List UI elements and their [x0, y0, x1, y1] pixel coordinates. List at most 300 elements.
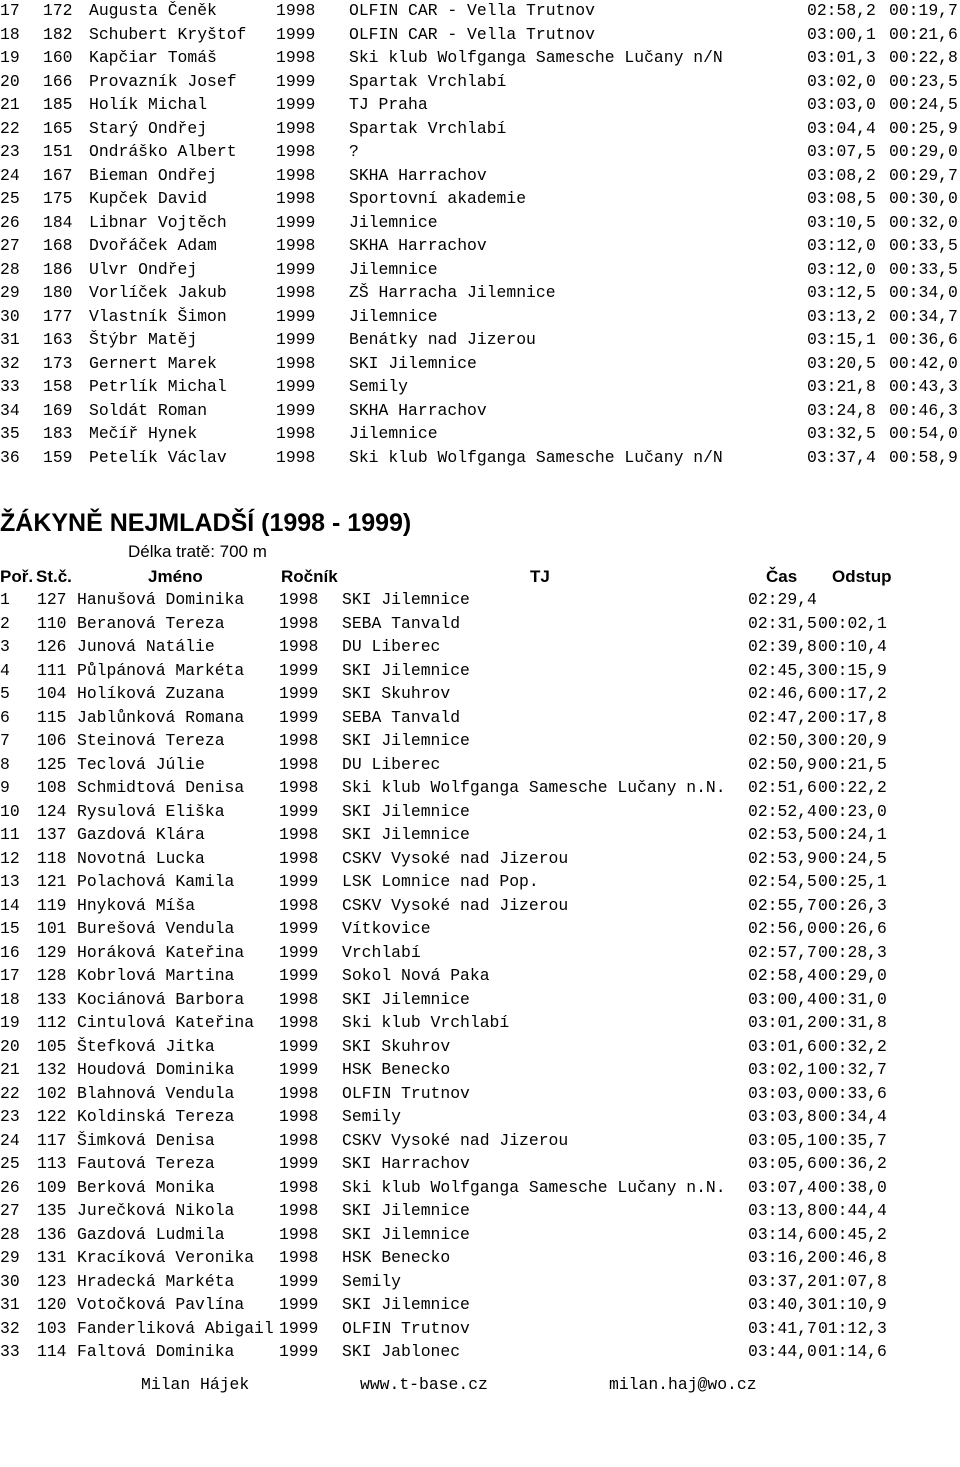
- footer-email[interactable]: milan.haj@wo.cz: [609, 1375, 757, 1394]
- cell-time: 03:00,1: [807, 24, 876, 44]
- cell-gap: 00:44,4: [818, 1201, 887, 1220]
- cell-rank: 19: [0, 48, 20, 67]
- cell-name: Bieman Ondřej: [89, 165, 217, 185]
- cell-year: 1998: [279, 1201, 319, 1220]
- cell-rank: 1: [0, 590, 10, 609]
- cell-rank: 13: [0, 872, 20, 891]
- cell-start-number: 173: [43, 353, 73, 373]
- cell-club: SKI Skuhrov: [342, 1036, 451, 1056]
- cell-start-number: 151: [43, 142, 73, 161]
- cell-gap: 00:28,3: [818, 942, 887, 962]
- table-row: [0, 1105, 960, 1129]
- cell-gap: 00:34,7: [889, 306, 958, 326]
- cell-year: 1999: [279, 1271, 319, 1291]
- cell-gap: 00:19,7: [889, 1, 958, 20]
- cell-year: 1999: [279, 1318, 319, 1338]
- cell-year: 1999: [276, 212, 316, 232]
- cell-club: CSKV Vysoké nad Jizerou: [342, 895, 569, 915]
- table-row: [0, 399, 960, 423]
- cell-club: Jilemnice: [349, 259, 438, 279]
- cell-year: 1999: [279, 1060, 319, 1079]
- cell-gap: 00:31,8: [818, 1013, 887, 1032]
- table-row: [0, 23, 960, 47]
- cell-gap: 00:30,0: [889, 189, 958, 208]
- cell-gap: 00:42,0: [889, 353, 958, 373]
- cell-time: 03:00,4: [748, 989, 817, 1009]
- cell-start-number: 182: [43, 24, 73, 44]
- cell-start-number: 124: [37, 801, 67, 821]
- table-row: [0, 1340, 960, 1364]
- cell-gap: 00:34,4: [818, 1107, 887, 1126]
- cell-club: SKI Jilemnice: [342, 1201, 470, 1220]
- cell-year: 1999: [279, 684, 319, 703]
- cell-name: Vlastník Šimon: [89, 306, 227, 326]
- cell-year: 1999: [279, 660, 319, 680]
- cell-name: Gazdová Ludmila: [77, 1224, 225, 1244]
- cell-year: 1999: [276, 95, 316, 114]
- cell-name: Štefková Jitka: [77, 1036, 215, 1056]
- cell-time: 03:01,3: [807, 48, 876, 67]
- cell-name: Burešová Vendula: [77, 919, 235, 938]
- cell-club: SKI Skuhrov: [342, 684, 451, 703]
- cell-start-number: 127: [37, 590, 67, 609]
- cell-club: SKHA Harrachov: [349, 400, 487, 420]
- cell-gap: 01:10,9: [818, 1295, 887, 1314]
- cell-rank: 23: [0, 142, 20, 161]
- cell-club: OLFIN CAR - Vella Trutnov: [349, 1, 595, 20]
- cell-year: 1999: [279, 966, 319, 985]
- cell-name: Libnar Vojtěch: [89, 212, 227, 232]
- cell-start-number: 131: [37, 1248, 67, 1267]
- cell-rank: 29: [0, 283, 20, 302]
- cell-start-number: 112: [37, 1013, 67, 1032]
- cell-year: 1998: [279, 848, 319, 868]
- cell-time: 03:44,0: [748, 1342, 817, 1361]
- cell-club: Spartak Vrchlabí: [349, 71, 507, 91]
- cell-start-number: 129: [37, 942, 67, 962]
- cell-name: Rysulová Eliška: [77, 801, 225, 821]
- cell-name: Provazník Josef: [89, 71, 237, 91]
- cell-name: Koldinská Tereza: [77, 1107, 235, 1126]
- cell-gap: 00:38,0: [818, 1177, 887, 1197]
- table-row: [0, 1058, 960, 1082]
- cell-time: 03:12,0: [807, 259, 876, 279]
- cell-start-number: 110: [37, 613, 67, 633]
- cell-gap: 00:17,8: [818, 707, 887, 727]
- table-row: [0, 93, 960, 117]
- cell-time: 02:54,5: [748, 872, 817, 891]
- cell-time: 03:08,5: [807, 189, 876, 208]
- cell-time: 03:03,0: [807, 95, 876, 114]
- cell-rank: 33: [0, 377, 20, 396]
- cell-name: Kupček David: [89, 189, 208, 208]
- cell-start-number: 121: [37, 872, 67, 891]
- cell-rank: 23: [0, 1107, 20, 1126]
- cell-time: 03:32,5: [807, 424, 876, 443]
- cell-gap: 00:17,2: [818, 684, 887, 703]
- cell-club: Benátky nad Jizerou: [349, 330, 536, 349]
- cell-time: 03:13,2: [807, 306, 876, 326]
- cell-time: 02:29,4: [748, 590, 817, 609]
- table-row: [0, 706, 960, 730]
- cell-rank: 30: [0, 1271, 20, 1291]
- cell-time: 03:02,0: [807, 71, 876, 91]
- cell-name: Faltová Dominika: [77, 1342, 235, 1361]
- cell-rank: 22: [0, 118, 20, 138]
- cell-rank: 27: [0, 1201, 20, 1220]
- table-row: [0, 117, 960, 141]
- cell-start-number: 105: [37, 1036, 67, 1056]
- table-row: [0, 281, 960, 305]
- cell-gap: 00:54,0: [889, 424, 958, 443]
- cell-club: Jilemnice: [349, 306, 438, 326]
- cell-start-number: 128: [37, 966, 67, 985]
- cell-start-number: 114: [37, 1342, 67, 1361]
- table-row: [0, 1082, 960, 1106]
- cell-name: Dvořáček Adam: [89, 236, 217, 255]
- cell-name: Gernert Marek: [89, 353, 217, 373]
- cell-rank: 28: [0, 259, 20, 279]
- header-time: Čas: [766, 567, 798, 586]
- cell-start-number: 118: [37, 848, 67, 868]
- cell-rank: 36: [0, 447, 20, 467]
- cell-club: Sokol Nová Paka: [342, 966, 490, 985]
- cell-year: 1998: [279, 895, 319, 915]
- cell-gap: 00:33,5: [889, 259, 958, 279]
- cell-name: Teclová Júlie: [77, 754, 205, 774]
- cell-name: Horáková Kateřina: [77, 942, 245, 962]
- cell-club: LSK Lomnice nad Pop.: [342, 872, 539, 891]
- cell-club: SKI Jilemnice: [342, 989, 470, 1009]
- cell-club: Ski klub Wolfganga Samesche Lučany n.N.: [342, 778, 726, 797]
- cell-club: Semily: [342, 1107, 402, 1126]
- cell-gap: 00:26,6: [818, 919, 887, 938]
- footer: [0, 1373, 960, 1396]
- cell-rank: 25: [0, 189, 20, 208]
- cell-year: 1999: [279, 942, 319, 962]
- cell-gap: 00:20,9: [818, 731, 887, 750]
- cell-rank: 27: [0, 236, 20, 255]
- cell-gap: 00:02,1: [818, 613, 887, 633]
- cell-rank: 25: [0, 1154, 20, 1173]
- cell-start-number: 108: [37, 778, 67, 797]
- header-gap: Odstup: [832, 567, 892, 586]
- table-row: [0, 1270, 960, 1294]
- cell-time: 03:10,5: [807, 212, 876, 232]
- cell-start-number: 185: [43, 95, 73, 114]
- cell-year: 1999: [279, 1342, 319, 1361]
- cell-rank: 32: [0, 353, 20, 373]
- cell-year: 1998: [279, 1083, 319, 1103]
- cell-club: ?: [349, 142, 359, 161]
- cell-club: TJ Praha: [349, 95, 428, 114]
- table-row: [0, 375, 960, 399]
- cell-rank: 17: [0, 1, 20, 20]
- table-header: [0, 565, 960, 589]
- cell-rank: 30: [0, 306, 20, 326]
- cell-rank: 18: [0, 24, 20, 44]
- cell-time: 02:52,4: [748, 801, 817, 821]
- cell-start-number: 172: [43, 1, 73, 20]
- cell-gap: 01:14,6: [818, 1342, 887, 1361]
- table-row: [0, 211, 960, 235]
- cell-name: Ulvr Ondřej: [89, 259, 198, 279]
- cell-time: 03:20,5: [807, 353, 876, 373]
- cell-start-number: 125: [37, 754, 67, 774]
- cell-name: Gazdová Klára: [77, 825, 205, 844]
- cell-gap: 00:33,6: [818, 1083, 887, 1103]
- cell-year: 1999: [279, 872, 319, 891]
- table-row: [0, 635, 960, 659]
- cell-name: Junová Natálie: [77, 637, 215, 656]
- table-row: [0, 187, 960, 211]
- cell-club: SKI Jilemnice: [342, 660, 470, 680]
- table-row: [0, 776, 960, 800]
- cell-start-number: 120: [37, 1295, 67, 1314]
- cell-name: Kapčiar Tomáš: [89, 48, 217, 67]
- cell-gap: 00:25,9: [889, 118, 958, 138]
- cell-name: Hradecká Markéta: [77, 1271, 235, 1291]
- cell-name: Polachová Kamila: [77, 872, 235, 891]
- cell-time: 02:57,7: [748, 942, 817, 962]
- cell-start-number: 167: [43, 165, 73, 185]
- cell-club: Spartak Vrchlabí: [349, 118, 507, 138]
- cell-time: 02:50,3: [748, 731, 817, 750]
- cell-gap: 00:32,7: [818, 1060, 887, 1079]
- table-row: [0, 46, 960, 70]
- table-row: [0, 140, 960, 164]
- cell-year: 1998: [279, 778, 319, 797]
- cell-club: Jilemnice: [349, 424, 438, 443]
- cell-name: Schmidtová Denisa: [77, 778, 245, 797]
- header-rank: Poř.: [0, 567, 34, 586]
- table-row: [0, 988, 960, 1012]
- cell-rank: 12: [0, 848, 20, 868]
- cell-year: 1998: [276, 165, 316, 185]
- cell-start-number: 163: [43, 330, 73, 349]
- cell-start-number: 168: [43, 236, 73, 255]
- table-row: [0, 70, 960, 94]
- cell-name: Šimková Denisa: [77, 1130, 215, 1150]
- cell-gap: 00:23,0: [818, 801, 887, 821]
- cell-name: Petelík Václav: [89, 447, 227, 467]
- cell-club: SKI Jilemnice: [342, 1295, 470, 1314]
- cell-time: 02:50,9: [748, 754, 817, 774]
- cell-year: 1998: [279, 1013, 319, 1032]
- cell-name: Soldát Roman: [89, 400, 208, 420]
- table-row: [0, 847, 960, 871]
- cell-name: Fautová Tereza: [77, 1154, 215, 1173]
- cell-club: OLFIN CAR - Vella Trutnov: [349, 24, 595, 44]
- cell-club: SEBA Tanvald: [342, 613, 461, 633]
- cell-gap: 00:24,5: [889, 95, 958, 114]
- cell-club: SKI Jilemnice: [342, 1224, 470, 1244]
- cell-year: 1998: [279, 754, 319, 774]
- cell-name: Holíková Zuzana: [77, 684, 225, 703]
- cell-year: 1999: [276, 24, 316, 44]
- cell-time: 03:07,4: [748, 1177, 817, 1197]
- cell-time: 02:31,5: [748, 613, 817, 633]
- cell-time: 03:37,2: [748, 1271, 817, 1291]
- table-row: [0, 1176, 960, 1200]
- cell-start-number: 158: [43, 377, 73, 396]
- cell-start-number: 102: [37, 1083, 67, 1103]
- cell-time: 02:46,6: [748, 684, 817, 703]
- table-row: [0, 1317, 960, 1341]
- table-row: [0, 1129, 960, 1153]
- cell-name: Kociánová Barbora: [77, 989, 245, 1009]
- header-year: Ročník: [281, 567, 338, 586]
- table-row: [0, 659, 960, 683]
- cell-gap: 00:22,8: [889, 48, 958, 67]
- cell-name: Jurečková Nikola: [77, 1201, 235, 1220]
- cell-rank: 21: [0, 1060, 20, 1079]
- cell-year: 1999: [276, 377, 316, 396]
- cell-name: Fanderliková Abigail: [77, 1318, 274, 1338]
- cell-year: 1999: [279, 801, 319, 821]
- cell-gap: 00:24,5: [818, 848, 887, 868]
- cell-start-number: 166: [43, 71, 73, 91]
- table-row: [0, 234, 960, 258]
- table-row: [0, 612, 960, 636]
- cell-start-number: 106: [37, 731, 67, 750]
- cell-year: 1998: [276, 283, 316, 302]
- cell-start-number: 177: [43, 306, 73, 326]
- cell-time: 03:21,8: [807, 377, 876, 396]
- cell-name: Půlpánová Markéta: [77, 660, 245, 680]
- cell-gap: 01:07,8: [818, 1271, 887, 1291]
- cell-start-number: 159: [43, 447, 73, 467]
- cell-time: 03:01,2: [748, 1013, 817, 1032]
- cell-time: 02:56,0: [748, 919, 817, 938]
- header-start-number: St.č.: [36, 567, 72, 586]
- cell-name: Ondráško Albert: [89, 142, 237, 161]
- cell-gap: 00:24,1: [818, 825, 887, 844]
- cell-start-number: 113: [37, 1154, 67, 1173]
- table-row: [0, 753, 960, 777]
- table-row: [0, 305, 960, 329]
- table-row: [0, 1152, 960, 1176]
- cell-start-number: 180: [43, 283, 73, 302]
- cell-time: 03:08,2: [807, 165, 876, 185]
- cell-rank: 11: [0, 825, 20, 844]
- cell-club: SKHA Harrachov: [349, 165, 487, 185]
- cell-rank: 15: [0, 919, 20, 938]
- cell-time: 03:07,5: [807, 142, 876, 161]
- cell-year: 1998: [279, 989, 319, 1009]
- cell-start-number: 184: [43, 212, 73, 232]
- cell-year: 1999: [276, 306, 316, 326]
- cell-name: Vorlíček Jakub: [89, 283, 227, 302]
- cell-time: 03:37,4: [807, 447, 876, 467]
- cell-rank: 26: [0, 1177, 20, 1197]
- cell-time: 03:05,6: [748, 1154, 817, 1173]
- cell-time: 03:05,1: [748, 1130, 817, 1150]
- cell-time: 03:12,5: [807, 283, 876, 302]
- cell-gap: 00:33,5: [889, 236, 958, 255]
- cell-time: 03:24,8: [807, 400, 876, 420]
- cell-start-number: 104: [37, 684, 67, 703]
- cell-gap: 00:21,5: [818, 754, 887, 774]
- cell-gap: 00:35,7: [818, 1130, 887, 1150]
- cell-gap: 00:32,0: [889, 212, 958, 232]
- cell-gap: 00:36,2: [818, 1154, 887, 1173]
- cell-name: Berková Monika: [77, 1177, 215, 1197]
- cell-club: Semily: [342, 1271, 402, 1291]
- cell-rank: 20: [0, 1036, 20, 1056]
- cell-time: 03:13,8: [748, 1201, 817, 1220]
- cell-year: 1999: [276, 71, 316, 91]
- cell-time: 02:58,4: [748, 966, 817, 985]
- cell-club: CSKV Vysoké nad Jizerou: [342, 848, 569, 868]
- cell-start-number: 137: [37, 825, 67, 844]
- cell-start-number: 126: [37, 637, 67, 656]
- cell-name: Starý Ondřej: [89, 118, 208, 138]
- cell-start-number: 175: [43, 189, 73, 208]
- cell-year: 1998: [279, 637, 319, 656]
- cell-gap: 00:29,7: [889, 165, 958, 185]
- cell-year: 1998: [276, 424, 316, 443]
- cell-club: SKI Jablonec: [342, 1342, 461, 1361]
- cell-rank: 8: [0, 754, 10, 774]
- cell-time: 02:58,2: [807, 1, 876, 20]
- cell-gap: 00:46,3: [889, 400, 958, 420]
- cell-name: Schubert Kryštof: [89, 24, 247, 44]
- table-row: [0, 917, 960, 941]
- cell-name: Kracíková Veronika: [77, 1248, 255, 1267]
- cell-name: Mečíř Hynek: [89, 424, 198, 443]
- cell-name: Štýbr Matěj: [89, 330, 198, 349]
- cell-name: Augusta Čeněk: [89, 1, 217, 20]
- cell-gap: 00:43,3: [889, 377, 958, 396]
- cell-start-number: 135: [37, 1201, 67, 1220]
- table-row: [0, 258, 960, 282]
- cell-rank: 14: [0, 895, 20, 915]
- cell-year: 1998: [279, 825, 319, 844]
- cell-gap: 00:26,3: [818, 895, 887, 915]
- cell-rank: 7: [0, 731, 10, 750]
- cell-club: DU Liberec: [342, 637, 441, 656]
- table-row: [0, 352, 960, 376]
- cell-club: SKI Jilemnice: [342, 801, 470, 821]
- cell-year: 1998: [279, 1177, 319, 1197]
- table-row: [0, 729, 960, 753]
- cell-start-number: 186: [43, 259, 73, 279]
- cell-year: 1998: [279, 1248, 319, 1267]
- cell-rank: 17: [0, 966, 20, 985]
- cell-club: Ski klub Wolfganga Samesche Lučany n/N: [349, 48, 723, 67]
- cell-year: 1998: [276, 447, 316, 467]
- cell-gap: 00:25,1: [818, 872, 887, 891]
- cell-club: SKI Jilemnice: [342, 825, 470, 844]
- cell-name: Kobrlová Martina: [77, 966, 235, 985]
- cell-gap: 00:15,9: [818, 660, 887, 680]
- cell-name: Jablůnková Romana: [77, 707, 245, 727]
- cell-rank: 16: [0, 942, 20, 962]
- cell-club: HSK Benecko: [342, 1248, 451, 1267]
- cell-time: 03:15,1: [807, 330, 876, 349]
- cell-club: SKI Jilemnice: [342, 731, 470, 750]
- cell-rank: 10: [0, 801, 20, 821]
- footer-website[interactable]: www.t-base.cz: [360, 1375, 488, 1394]
- cell-time: 03:40,3: [748, 1295, 817, 1314]
- cell-year: 1998: [276, 118, 316, 138]
- cell-name: Votočková Pavlína: [77, 1295, 245, 1314]
- cell-time: 03:12,0: [807, 236, 876, 255]
- cell-club: SEBA Tanvald: [342, 707, 461, 727]
- cell-name: Hnyková Míša: [77, 895, 196, 915]
- cell-year: 1999: [276, 400, 316, 420]
